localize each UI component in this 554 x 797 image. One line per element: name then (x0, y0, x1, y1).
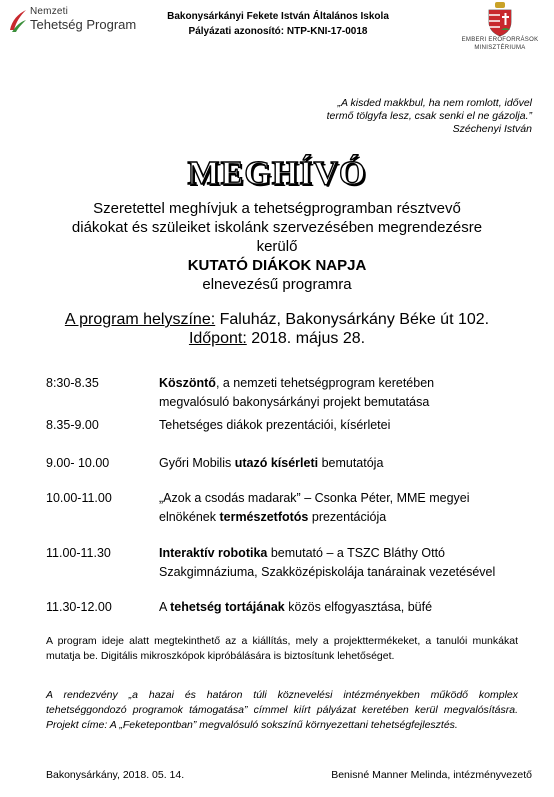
quote (252, 97, 532, 136)
schedule-desc: A tehetség tortájának közös elfogyasztása, büfé (159, 600, 433, 614)
signature: Benisné Manner Melinda, intézményvezető (331, 769, 532, 781)
ministry-line2: MINISZTÉRIUMA (474, 45, 526, 51)
intro-line5: elnevezésű programra (202, 276, 352, 293)
funding-note: A rendezvény „a hazai és határon túli köznevelési intézményekben működő komplex tehetséggondozó programok támogatása” címmel kiírt pályázat keretében kerül megvalósításra. Projekt címe: A „Feketepontban” megvalósuló sokszínű környezettani tehetségfejlesztés. (46, 689, 518, 731)
location-label: A program helyszíne: (64, 311, 216, 328)
quote-author: Széchenyi István (452, 123, 532, 135)
quote-line2: termő tölgyfa lesz, csak senki el ne gázolja.” (326, 110, 532, 122)
intro-line2: diákokat és szüleiket iskolánk szervezésében megrendezésre (71, 219, 483, 236)
coat-of-arms-icon (487, 2, 513, 36)
schedule-time: 8:30-8.35 (46, 376, 99, 390)
date (0, 329, 554, 348)
page-title: MEGHÍVÓ (187, 155, 367, 192)
invitation-intro (50, 199, 504, 294)
schedule-time: 11.00-11.30 (46, 546, 111, 560)
school-name: Bakonysárkányi Fekete István Általános Iskola (167, 11, 389, 22)
quote-line1: „A kisded makkbul, ha nem romlott, idővel (337, 97, 532, 109)
event-name: KUTATÓ DIÁKOK NAPJA (187, 257, 367, 274)
location (0, 310, 554, 329)
ministry-logo (448, 2, 552, 52)
intro-line1: Szeretettel meghívjuk a tehetségprogramban résztvevő (93, 200, 461, 217)
location-value: Faluház, Bakonysárkány Béke út 102. (215, 311, 490, 328)
ntp-logo-icon (8, 8, 28, 34)
logo-line1: Nemzeti (30, 6, 69, 17)
ntp-logo (8, 6, 158, 36)
schedule-time: 11.30-12.00 (46, 600, 112, 614)
application-id: Pályázati azonosító: NTP-KNI-17-0018 (188, 26, 368, 37)
date-value: 2018. május 28. (246, 330, 366, 347)
date-label: Időpont: (188, 330, 247, 347)
ministry-line1: EMBERI ERŐFORRÁSOK (461, 37, 539, 43)
schedule-desc: Győri Mobilis utazó kísérleti bemutatója (159, 456, 384, 470)
schedule-desc: Interaktív robotika bemutató – a TSZC Bláthy Ottó Szakgimnáziuma, Szakközépiskolája tanárainak vezetésével (159, 546, 496, 579)
schedule-desc: Köszöntő, a nemzeti tehetségprogram keretében megvalósuló bakonysárkányi projekt bemutatása (159, 376, 435, 409)
schedule-desc: „Azok a csodás madarak” – Csonka Péter, MME megyei elnökének természetfotós prezentációja (159, 491, 470, 524)
schedule-time: 9.00- 10.00 (46, 456, 110, 470)
place-date: Bakonysárkány, 2018. 05. 14. (46, 769, 185, 781)
schedule-desc: Tehetséges diákok prezentációi, kísérletei (159, 418, 391, 432)
exhibition-note: A program ideje alatt megtekinthető az a kiállítás, mely a projekttermékeket, a tanulói munkákat mutatja be. Digitális mikroszkópok kipróbálására is biztosítunk lehetőséget. (46, 635, 518, 662)
schedule-time: 8.35-9.00 (46, 418, 99, 432)
intro-line3: kerülő (256, 238, 298, 255)
logo-line2: Tehetség Program (30, 17, 137, 32)
schedule-time: 10.00-11.00 (46, 491, 112, 505)
